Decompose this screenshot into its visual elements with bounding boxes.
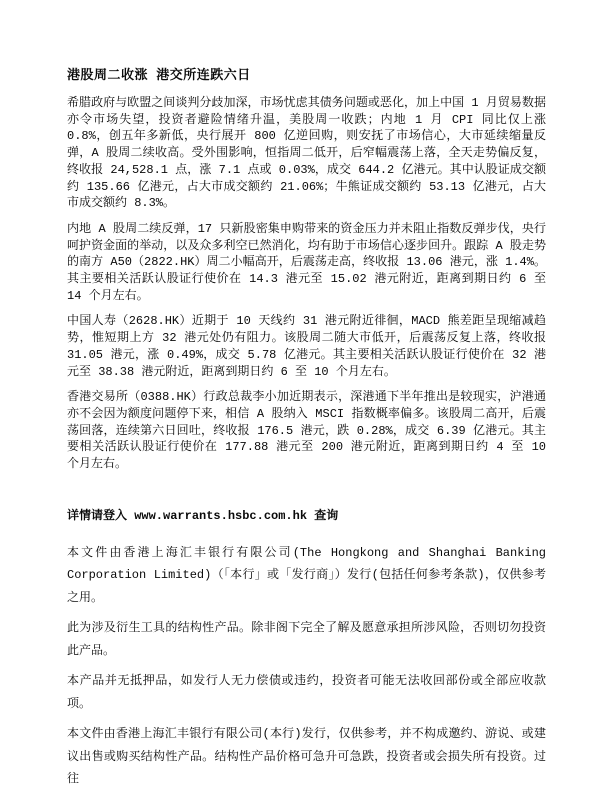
news-paragraph-market-summary: 希腊政府与欧盟之间谈判分歧加深，市场忧虑其债务问题或恶化，加上中国 1 月贸易数据亦令市场失望，投资者避险情绪升温，美股周一收跌；内地 1 月 CPI 同比仅上涨 0.8%，创五年多新低，央行展开 800 亿逆回购，则安抚了市场信心，大市延续缩量反弹，A 股周二续收高。受外围影响，恒指周二低开，后窄幅震荡上落，全天走势偏反复，终收报 24,528.1 点，涨 7.1 点或 0.03%，成交 644.2 亿港元。其中认股证成交额约 135.66 亿港元，占大市成交额约 21.06%；牛熊证成交额约 53.13 亿港元，占大市成交额约 8.3%。 (67, 96, 546, 211)
disclaimer-paragraph-collateral: 本产品并无抵押品，如发行人无力偿债或违约，投资者可能无法收回部份或全部应收款项。 (67, 674, 546, 711)
info-link-line (67, 509, 546, 524)
info-link-prefix: 详情请登入 (67, 508, 135, 523)
news-paragraph-china-life: 中国人寿（2628.HK）近期于 10 天线约 31 港元附近徘徊，MACD 熊差距呈现缩减趋势，惟短期上方 32 港元处仍有阻力。该股周二随大市低开，后震荡反复上落，终收报 31.05 港元，涨 0.49%，成交 5.78 亿港元。其主要相关活跃认股证行使价在 32 港元至 38.38 港元附近，距离到期日约 6 至 10 个月左右。 (67, 314, 546, 379)
disclaimer-paragraph-risk: 此为涉及衍生工具的结构性产品。除非阁下完全了解及愿意承担所涉风险，否则切勿投资此产品。 (67, 621, 546, 658)
info-link-suffix: 查询 (307, 508, 339, 523)
disclaimer-paragraph-issuer: 本文件由香港上海汇丰银行有限公司(The Hongkong and Shanghai Banking Corporation Limited)（「本行」或「发行商」）发行(包括任何参考条款)，仅供参考之用。 (67, 545, 546, 605)
news-section (67, 95, 546, 473)
disclaimer-paragraph-no-offer: 本文件由香港上海汇丰银行有限公司(本行)发行，仅供参考，并不构成邀约、游说、或建议出售或购买结构性产品。结构性产品价格可急升可急跌，投资者或会损失所有投资。过往 (67, 727, 546, 787)
news-paragraph-hkex: 香港交易所（0388.HK）行政总裁李小加近期表示，深港通下半年推出是较现实，沪港通亦不会因为额度问题停下来，相信 A 股纳入 MSCI 指数概率偏多。该股周二高开，后震荡回落，连续第六日回吐，终收报 176.5 港元，跌 0.28%，成交 6.39 亿港元。其主要相关活跃认股证行使价在 177.88 港元至 200 港元附近，距离到期日约 4 至 10 个月左右。 (67, 390, 546, 472)
warrants-website-url[interactable]: www.warrants.hsbc.com.hk (134, 508, 308, 523)
news-paragraph-a50: 内地 A 股周二续反弹，17 只新股密集申购带来的资金压力并未阻止指数反弹步伐，央行呵护资金面的举动，以及众多利空已然消化，均有助于市场信心逐步回升。跟踪 A 股走势的南方 A50（2822.HK）周二小幅高开，后震荡走高，终收报 13.06 港元，涨 1.4%。其主要相关活跃认股证行使价在 14.3 港元至 15.02 港元附近，距离到期日约 6 至 14 个月左右。 (67, 221, 546, 303)
disclaimer-section (67, 542, 546, 791)
article-title: 港股周二收涨 港交所连跌六日 (67, 68, 251, 83)
page-content (67, 68, 546, 791)
